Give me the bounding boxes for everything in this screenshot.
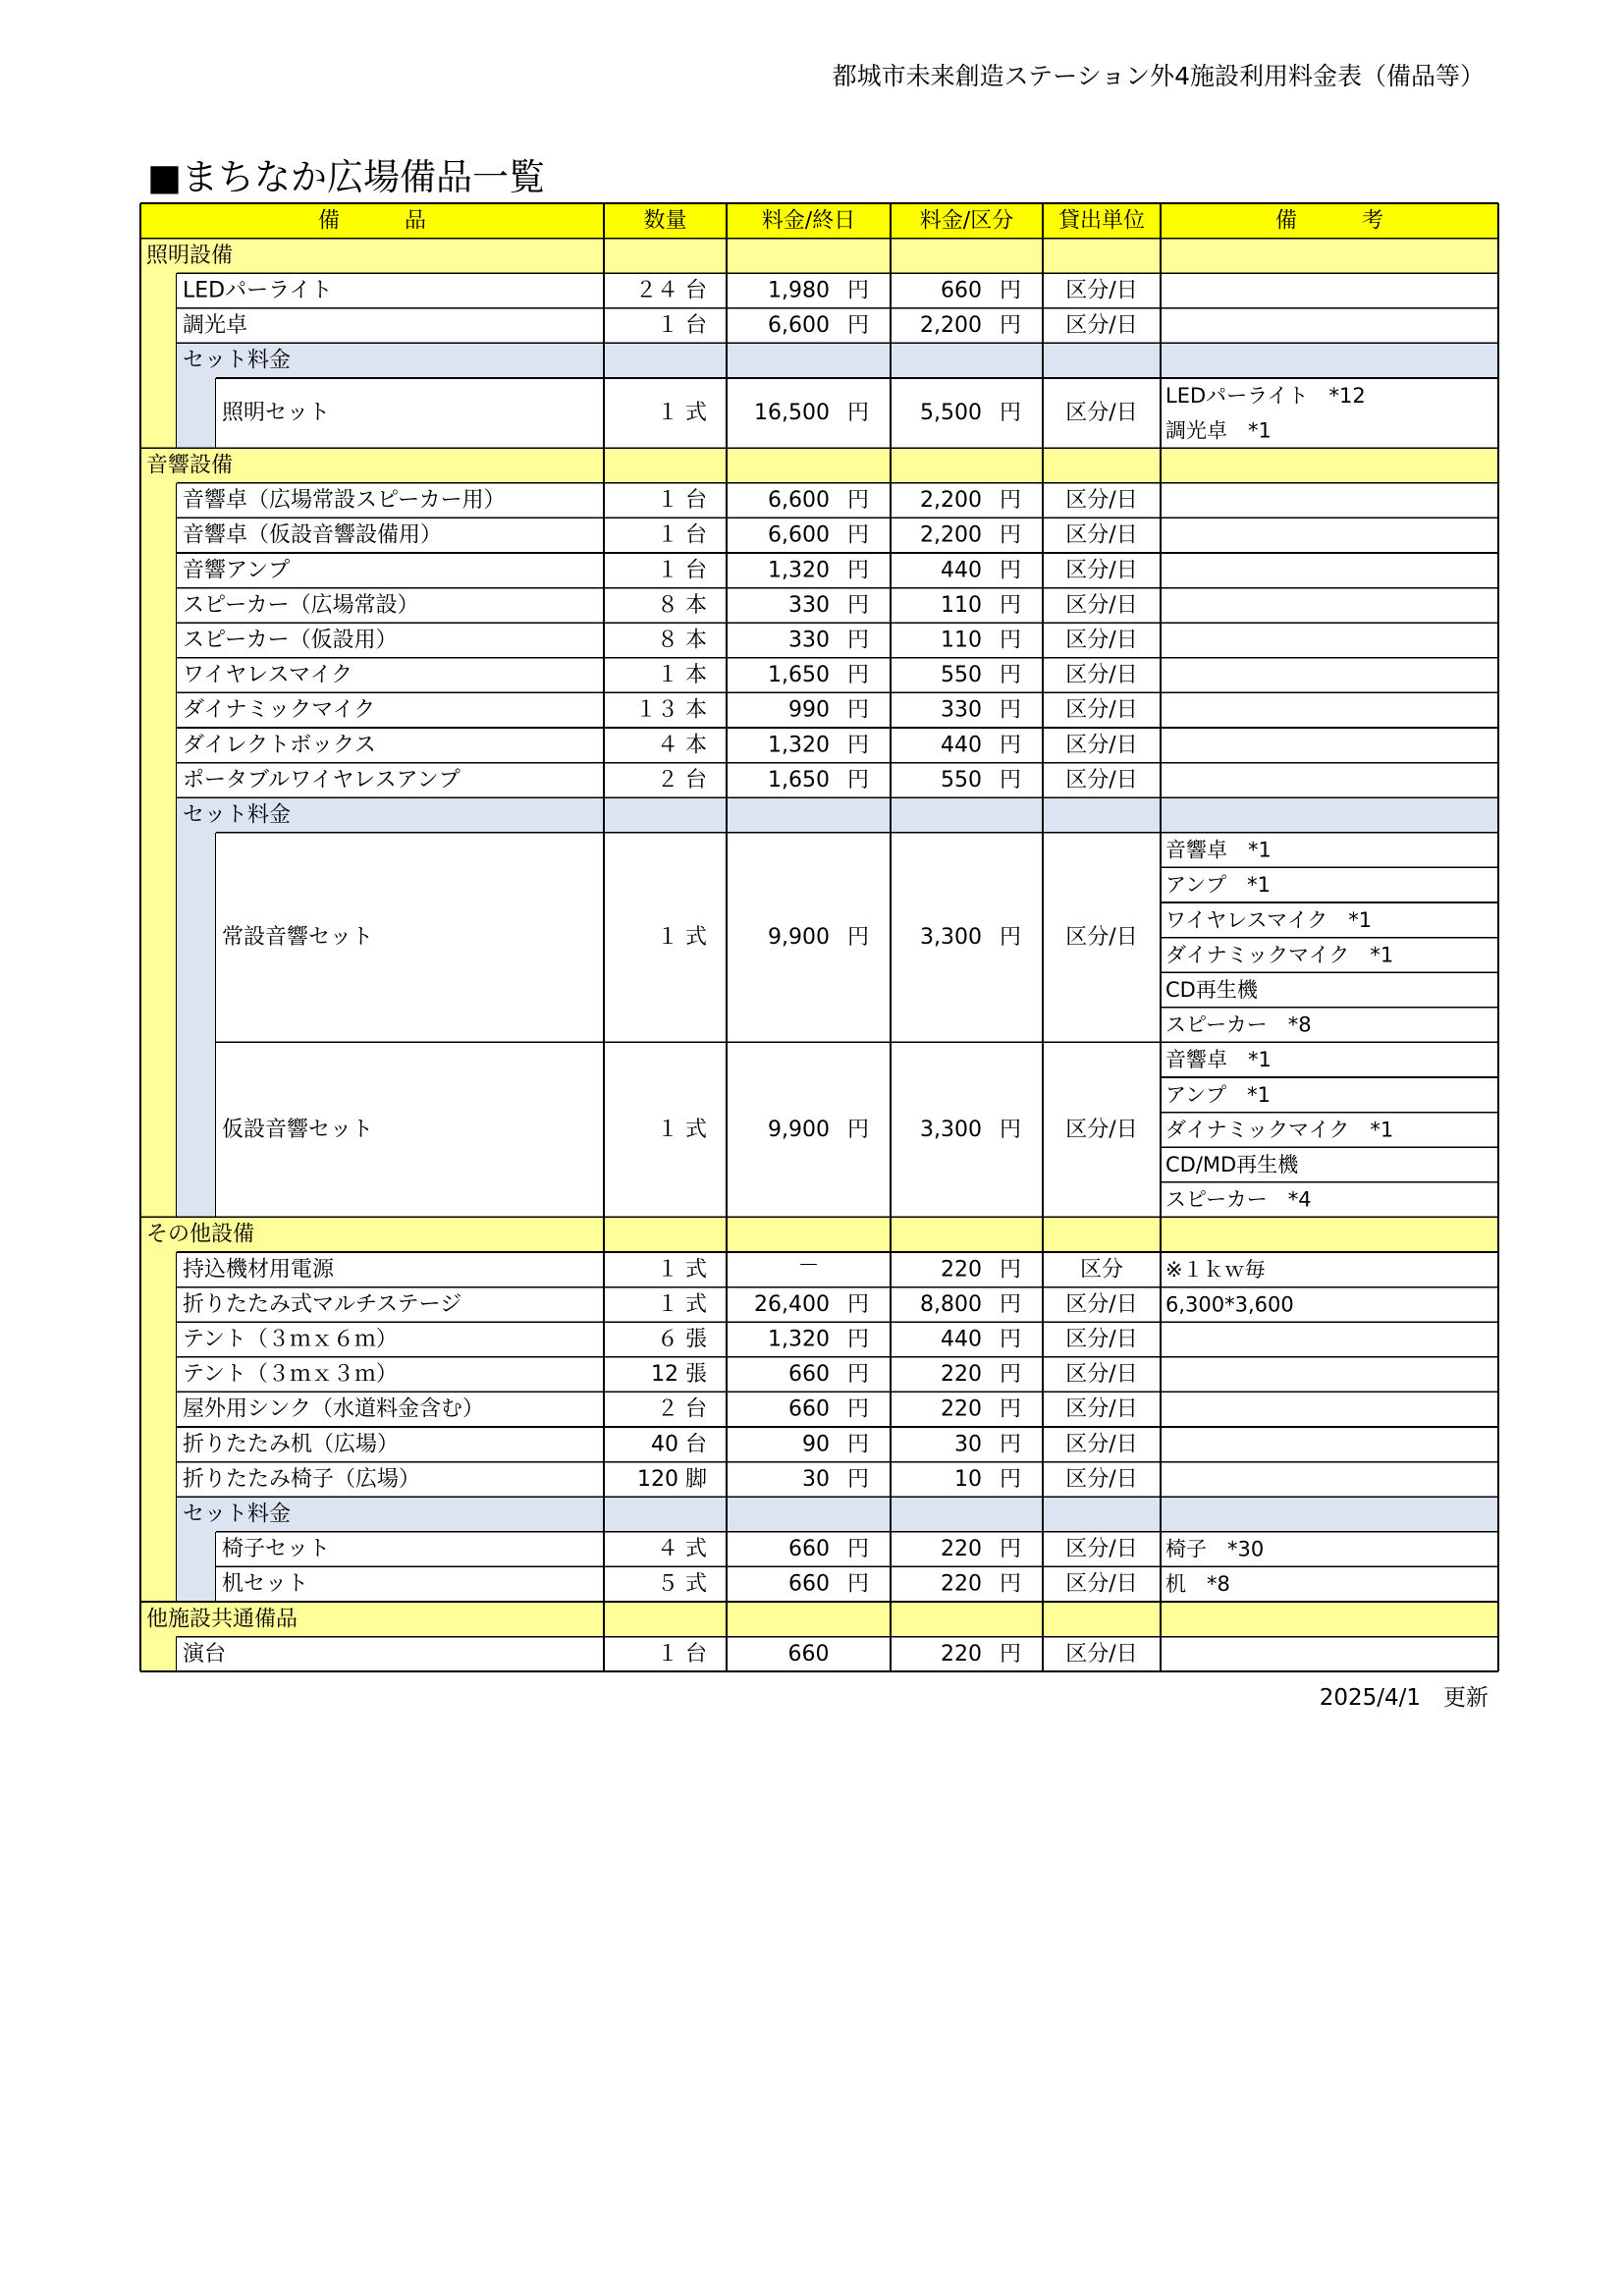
item-name: 椅子セット <box>222 1537 331 1562</box>
rental-unit: 区分/日 <box>1065 313 1138 339</box>
fee-day-value: 30 <box>802 1466 830 1492</box>
col-header-fee-slot: 料金/区分 <box>919 208 1014 234</box>
yen-unit: 円 <box>846 278 869 303</box>
yen-unit: 円 <box>999 1571 1021 1597</box>
rental-unit: 区分 <box>1079 1257 1124 1283</box>
table-row <box>177 763 1498 798</box>
fee-slot-value: 220 <box>941 1537 982 1562</box>
set-indent-bar <box>177 378 216 448</box>
item-name: テント（３ｍｘ３ｍ） <box>183 1362 398 1388</box>
table-row <box>216 1532 1498 1567</box>
fee-slot-value: 110 <box>941 628 982 653</box>
item-quantity: １ 式 <box>657 925 707 951</box>
fee-slot-value: 220 <box>941 1362 982 1388</box>
fee-slot-value: 2,200 <box>920 313 982 339</box>
remark-line: 音響卓 *1 <box>1165 838 1272 862</box>
fee-slot-value: 550 <box>941 767 982 793</box>
yen-unit: 円 <box>999 1641 1021 1667</box>
yen-unit: 円 <box>999 1291 1021 1317</box>
row-background <box>177 273 1498 308</box>
item-name: 音響卓（仮設音響設備用） <box>183 522 443 548</box>
set-fee-label: セット料金 <box>183 348 292 373</box>
yen-unit: 円 <box>999 558 1021 583</box>
fee-day-value: 1,320 <box>768 1327 830 1352</box>
rental-unit: 区分/日 <box>1065 663 1138 688</box>
item-quantity: １ 本 <box>657 663 707 688</box>
item-quantity: ６ 張 <box>657 1327 707 1352</box>
item-name: LEDパーライト <box>183 278 333 303</box>
category-label: 照明設備 <box>146 243 234 268</box>
fee-slot-value: 2,200 <box>920 488 982 514</box>
remark-line: LEDパーライト *12 <box>1165 383 1366 408</box>
category-indent-bar <box>140 483 177 1218</box>
rental-unit: 区分/日 <box>1065 767 1138 793</box>
fee-day-value: 26,400 <box>754 1291 830 1317</box>
rental-unit: 区分/日 <box>1065 1291 1138 1317</box>
remark-line: CD再生機 <box>1165 978 1258 1002</box>
row-background <box>177 553 1498 588</box>
item-quantity: ２ 台 <box>657 767 707 793</box>
fee-day-value: 990 <box>788 697 830 723</box>
rental-unit: 区分/日 <box>1065 628 1138 653</box>
yen-unit: 円 <box>999 1362 1021 1388</box>
set-fee-row <box>177 343 1498 378</box>
yen-unit: 円 <box>999 1327 1021 1352</box>
fee-day-value: 16,500 <box>754 401 830 426</box>
category-label: 音響設備 <box>146 453 234 478</box>
remark-line: アンプ *1 <box>1165 1082 1272 1107</box>
yen-unit: 円 <box>846 1396 869 1422</box>
table-row <box>177 1322 1498 1357</box>
fee-slot-value: 8,800 <box>920 1291 982 1317</box>
rental-unit: 区分/日 <box>1065 278 1138 303</box>
item-name: 折りたたみ机（広場） <box>183 1432 400 1457</box>
yen-unit: 円 <box>846 1466 869 1492</box>
yen-unit: 円 <box>846 488 869 514</box>
remark-line: 調光卓 *1 <box>1165 418 1272 443</box>
fee-slot-value: 440 <box>941 1327 982 1352</box>
col-header-fee-day: 料金/終日 <box>761 208 856 234</box>
rental-unit: 区分/日 <box>1065 1327 1138 1352</box>
yen-unit: 円 <box>846 1432 869 1457</box>
category-row <box>140 1602 1498 1637</box>
yen-unit: 円 <box>999 1396 1021 1422</box>
yen-unit: 円 <box>846 592 869 618</box>
remark-line: CD/MD再生機 <box>1165 1153 1299 1176</box>
item-quantity: ８ 本 <box>657 592 707 618</box>
yen-unit: 円 <box>846 663 869 688</box>
remark-line: 音響卓 *1 <box>1165 1048 1272 1072</box>
remark-line: スピーカー *4 <box>1165 1187 1312 1212</box>
fee-day-value: 330 <box>788 592 830 618</box>
fee-day-value: 6,600 <box>768 488 830 514</box>
item-name: 音響卓（広場常設スピーカー用） <box>183 488 506 514</box>
rental-unit: 区分/日 <box>1065 558 1138 583</box>
table-row <box>216 1042 1498 1217</box>
item-quantity: 12 張 <box>651 1362 707 1388</box>
remark-line: ワイヤレスマイク *1 <box>1165 907 1373 932</box>
rental-unit: 区分/日 <box>1065 522 1138 548</box>
rental-unit: 区分/日 <box>1065 925 1138 951</box>
fee-slot-value: 330 <box>941 697 982 723</box>
item-quantity: １ 台 <box>657 522 707 548</box>
table-row <box>177 1252 1498 1287</box>
col-header-qty: 数量 <box>643 208 687 234</box>
yen-unit: 円 <box>999 925 1021 951</box>
yen-unit: 円 <box>999 401 1021 426</box>
category-indent-bar <box>140 273 177 448</box>
remark-line: ダイナミックマイク *1 <box>1165 943 1394 967</box>
item-quantity: ４ 本 <box>657 733 707 758</box>
item-name: 調光卓 <box>183 313 248 339</box>
fee-day-value: 660 <box>788 1571 830 1597</box>
category-label: その他設備 <box>146 1222 255 1247</box>
fee-slot-value: 660 <box>941 278 982 303</box>
rental-unit: 区分/日 <box>1065 1432 1138 1457</box>
row-background <box>177 308 1498 344</box>
fee-slot-value: 220 <box>941 1257 982 1283</box>
yen-unit: 円 <box>846 1537 869 1562</box>
item-name: 演台 <box>183 1641 227 1667</box>
item-name: ポータブルワイヤレスアンプ <box>183 767 460 793</box>
item-name: ワイヤレスマイク <box>183 663 353 688</box>
item-name: 折りたたみ式マルチステージ <box>183 1291 462 1317</box>
table-row <box>177 273 1498 308</box>
fee-slot-value: 550 <box>941 663 982 688</box>
rental-unit: 区分/日 <box>1065 1537 1138 1562</box>
set-indent-bar <box>177 1532 216 1602</box>
table-row <box>177 553 1498 588</box>
fee-slot-value: 220 <box>941 1396 982 1422</box>
category-label: 他施設共通備品 <box>146 1607 298 1632</box>
fee-slot-value: 10 <box>954 1466 982 1492</box>
item-name: テント（３ｍｘ６ｍ） <box>183 1327 398 1352</box>
table-row <box>177 588 1498 624</box>
table-row <box>177 308 1498 344</box>
yen-unit: 円 <box>999 663 1021 688</box>
row-background <box>177 658 1498 693</box>
fee-day-value: 1,320 <box>768 733 830 758</box>
fee-day-value: 660 <box>787 1641 830 1667</box>
rental-unit: 区分/日 <box>1065 1396 1138 1422</box>
yen-unit: 円 <box>846 1571 869 1597</box>
yen-unit: 円 <box>999 488 1021 514</box>
fee-day-value: － <box>797 1253 820 1279</box>
category-row <box>140 239 1498 274</box>
remark-line: スピーカー *8 <box>1165 1012 1312 1037</box>
category-indent-bar <box>140 1252 177 1602</box>
col-header-unit: 貸出単位 <box>1057 208 1146 234</box>
yen-unit: 円 <box>999 592 1021 618</box>
yen-unit: 円 <box>846 522 869 548</box>
yen-unit: 円 <box>999 1117 1021 1142</box>
yen-unit: 円 <box>999 1537 1021 1562</box>
yen-unit: 円 <box>846 628 869 653</box>
remark-line: 机 *8 <box>1165 1572 1230 1597</box>
yen-unit: 円 <box>846 1327 869 1352</box>
table-row <box>177 518 1498 553</box>
item-name: 屋外用シンク（水道料金含む） <box>183 1396 485 1422</box>
yen-unit: 円 <box>999 628 1021 653</box>
rental-unit: 区分/日 <box>1065 1362 1138 1388</box>
col-header-remarks: 備 考 <box>1274 208 1384 234</box>
yen-unit: 円 <box>846 1291 869 1317</box>
yen-unit: 円 <box>999 1432 1021 1457</box>
rental-unit: 区分/日 <box>1065 1117 1138 1142</box>
item-name: 仮設音響セット <box>222 1117 374 1142</box>
item-name: 常設音響セット <box>222 925 374 951</box>
yen-unit: 円 <box>999 733 1021 758</box>
fee-day-value: 1,650 <box>768 767 830 793</box>
table-row <box>177 1462 1498 1498</box>
fee-slot-value: 440 <box>941 733 982 758</box>
item-quantity: ５ 式 <box>657 1571 707 1597</box>
remark-line: アンプ *1 <box>1165 873 1272 898</box>
fee-day-value: 660 <box>788 1362 830 1388</box>
item-name: ダイレクトボックス <box>183 733 376 758</box>
rental-unit: 区分/日 <box>1065 733 1138 758</box>
fee-day-value: 9,900 <box>768 1117 830 1142</box>
updated-date: 2025/4/1 更新 <box>1319 1685 1489 1711</box>
item-quantity: １ 台 <box>657 313 707 339</box>
yen-unit: 円 <box>999 522 1021 548</box>
table-row <box>177 623 1498 658</box>
item-name: 机セット <box>222 1571 309 1597</box>
fee-slot-value: 220 <box>941 1641 982 1667</box>
item-quantity: 120 脚 <box>637 1466 707 1492</box>
rental-unit: 区分/日 <box>1065 592 1138 618</box>
set-fee-label: セット料金 <box>183 1502 292 1527</box>
yen-unit: 円 <box>846 558 869 583</box>
fee-slot-value: 3,300 <box>920 1117 982 1142</box>
item-quantity: １ 台 <box>657 1641 707 1667</box>
item-quantity: ２４ 台 <box>635 278 707 303</box>
fee-slot-value: 220 <box>941 1571 982 1597</box>
item-quantity: １ 台 <box>657 488 707 514</box>
fee-day-value: 330 <box>788 628 830 653</box>
fee-day-value: 1,320 <box>768 558 830 583</box>
yen-unit: 円 <box>999 278 1021 303</box>
item-name: 照明セット <box>222 401 331 426</box>
table-row <box>177 1392 1498 1427</box>
set-fee-label: セット料金 <box>183 802 292 828</box>
item-quantity: １３ 本 <box>635 697 707 723</box>
remark-line: ※１ｋｗ毎 <box>1165 1257 1266 1282</box>
set-fee-row <box>177 1497 1498 1532</box>
fee-day-value: 1,980 <box>768 278 830 303</box>
item-quantity: １ 式 <box>657 401 707 426</box>
fee-day-value: 90 <box>802 1432 830 1457</box>
rental-unit: 区分/日 <box>1065 1571 1138 1597</box>
remark-line: 椅子 *30 <box>1165 1537 1265 1561</box>
table-row <box>216 378 1498 448</box>
table-row <box>177 692 1498 728</box>
item-quantity: ２ 台 <box>657 1396 707 1422</box>
item-name: ダイナミックマイク <box>183 697 376 723</box>
category-indent-bar <box>140 1637 177 1672</box>
fee-slot-value: 30 <box>954 1432 982 1457</box>
item-quantity: 40 台 <box>651 1432 707 1457</box>
table-row <box>177 728 1498 763</box>
row-background <box>177 1637 1498 1672</box>
item-quantity: １ 式 <box>657 1117 707 1142</box>
table-row <box>216 1566 1498 1602</box>
fee-slot-value: 3,300 <box>920 925 982 951</box>
fee-slot-value: 110 <box>941 592 982 618</box>
item-name: 音響アンプ <box>183 558 291 583</box>
yen-unit: 円 <box>846 925 869 951</box>
yen-unit: 円 <box>846 697 869 723</box>
table-row <box>177 1287 1498 1323</box>
item-quantity: １ 式 <box>657 1291 707 1317</box>
fee-day-value: 660 <box>788 1537 830 1562</box>
fee-day-value: 1,650 <box>768 663 830 688</box>
yen-unit: 円 <box>846 313 869 339</box>
remark-line: ダイナミックマイク *1 <box>1165 1118 1394 1142</box>
fee-day-value: 6,600 <box>768 313 830 339</box>
yen-unit: 円 <box>846 401 869 426</box>
fee-day-value: 660 <box>788 1396 830 1422</box>
fee-slot-value: 5,500 <box>920 401 982 426</box>
yen-unit: 円 <box>999 1257 1021 1283</box>
yen-unit: 円 <box>999 767 1021 793</box>
item-name: スピーカー（仮設用） <box>183 628 398 653</box>
table-row <box>177 1637 1498 1672</box>
set-indent-bar <box>177 833 216 1218</box>
item-name: 折りたたみ椅子（広場） <box>183 1466 421 1492</box>
yen-unit: 円 <box>999 313 1021 339</box>
set-fee-row <box>177 797 1498 833</box>
item-quantity: １ 台 <box>657 558 707 583</box>
item-quantity: １ 式 <box>657 1257 707 1283</box>
fee-day-value: 6,600 <box>768 522 830 548</box>
table-row <box>177 658 1498 693</box>
item-quantity: ４ 式 <box>657 1537 707 1562</box>
rental-unit: 区分/日 <box>1065 401 1138 426</box>
rental-unit: 区分/日 <box>1065 488 1138 514</box>
yen-unit: 円 <box>999 1466 1021 1492</box>
yen-unit: 円 <box>846 733 869 758</box>
table-row <box>177 483 1498 519</box>
category-row <box>140 448 1498 483</box>
fee-slot-value: 440 <box>941 558 982 583</box>
rental-unit: 区分/日 <box>1065 1641 1138 1667</box>
yen-unit: 円 <box>846 1362 869 1388</box>
yen-unit: 円 <box>999 697 1021 723</box>
rental-unit: 区分/日 <box>1065 697 1138 723</box>
category-row <box>140 1217 1498 1252</box>
yen-unit: 円 <box>846 1117 869 1142</box>
fee-day-value: 9,900 <box>768 925 830 951</box>
yen-unit: 円 <box>846 767 869 793</box>
document-header: 都城市未来創造ステーション外4施設利用料金表（備品等） <box>832 62 1485 90</box>
col-header-item: 備 品 <box>317 208 427 234</box>
item-quantity: ８ 本 <box>657 628 707 653</box>
row-background <box>177 1252 1498 1287</box>
page-title: ■まちなか広場備品一覧 <box>147 156 545 198</box>
rental-unit: 区分/日 <box>1065 1466 1138 1492</box>
fee-slot-value: 2,200 <box>920 522 982 548</box>
item-name: スピーカー（広場常設） <box>183 592 419 618</box>
table-row <box>177 1427 1498 1462</box>
table-row <box>177 1357 1498 1393</box>
item-name: 持込機材用電源 <box>183 1257 335 1283</box>
remark-line: 6,300*3,600 <box>1165 1292 1294 1317</box>
